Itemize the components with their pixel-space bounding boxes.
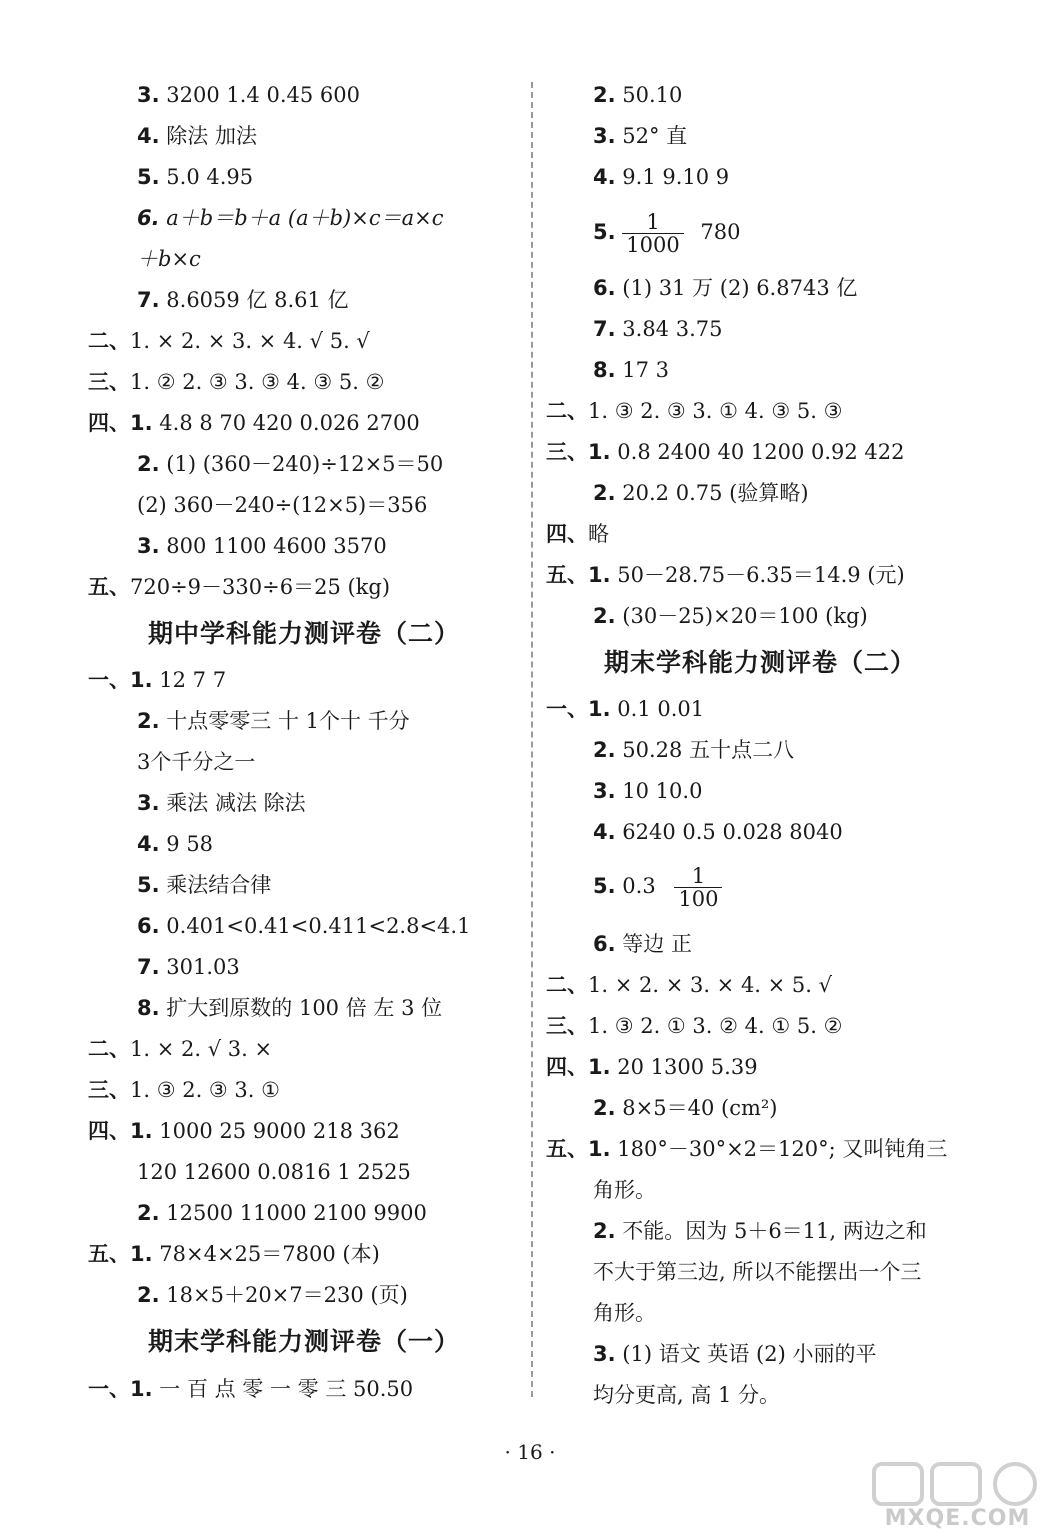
answer-line: 5. 0.3 $\frac{1}{100}$	[593, 860, 722, 912]
answer-line: 2. 50.10	[593, 83, 683, 107]
answer-line: 五、1. 78×4×25＝7800 (本)	[88, 1242, 380, 1266]
answer-line: 四、略	[546, 522, 609, 546]
answer-line: 4. 9 58	[137, 832, 214, 856]
answer-line: 四、1. 20 1300 5.39	[546, 1055, 758, 1079]
answer-line: 4. 除法 加法	[137, 124, 257, 148]
answer-line: 四、1. 1000 25 9000 218 362	[88, 1119, 400, 1143]
answer-line: 3. 10 10.0	[593, 779, 703, 803]
answer-line: 2. 不能。因为 5＋6＝11, 两边之和	[593, 1219, 927, 1243]
answer-line: 7. 3.84 3.75	[593, 317, 723, 341]
answer-line: 3. 52° 直	[593, 124, 688, 148]
answer-line: 2. 18×5＋20×7＝230 (页)	[137, 1283, 408, 1307]
answer-line: 3. 800 1100 4600 3570	[137, 534, 387, 558]
answer-line: 二、1. × 2. × 3. × 4. √ 5. √	[88, 329, 370, 353]
answer-line: 6. a＋b＝b＋a (a＋b)×c＝a×c	[137, 206, 444, 230]
watermark-logo	[870, 1460, 1045, 1530]
answer-line: 2. 12500 11000 2100 9900	[137, 1201, 427, 1225]
answer-line: 2. 50.28 五十点二八	[593, 738, 795, 762]
answer-line: 三、1. ② 2. ③ 3. ③ 4. ③ 5. ②	[88, 370, 385, 394]
watermark-text: MXQE.COM	[884, 1506, 1031, 1531]
answer-line: 五、1. 180°－30°×2＝120°; 又叫钝角三	[546, 1137, 948, 1161]
answer-line: 一、1. 0.1 0.01	[546, 697, 705, 721]
answer-line: 角形。	[593, 1178, 656, 1202]
answer-line: 8. 17 3	[593, 358, 670, 382]
answer-line: 7. 301.03	[137, 955, 240, 979]
answer-line: 四、1. 4.8 8 70 420 0.026 2700	[88, 411, 420, 435]
page-number: · 16 ·	[504, 1440, 556, 1464]
answer-line: 2. 20.2 0.75 (验算略)	[593, 481, 809, 505]
section-heading: 期中学科能力测评卷（二）	[148, 619, 461, 648]
answer-line: 二、1. × 2. √ 3. ×	[88, 1037, 273, 1061]
column-divider	[531, 82, 533, 1397]
answer-line: 6. (1) 31 万 (2) 6.8743 亿	[593, 276, 858, 300]
answer-line: 一、1. 一 百 点 零 一 零 三 50.50	[88, 1377, 414, 1401]
answer-line: 120 12600 0.0816 1 2525	[137, 1160, 411, 1184]
answer-line: 3. (1) 语文 英语 (2) 小丽的平	[593, 1342, 877, 1366]
answer-line: 一、1. 12 7 7	[88, 668, 227, 692]
answer-line: 二、1. ③ 2. ③ 3. ① 4. ③ 5. ③	[546, 399, 843, 423]
answer-line: 4. 6240 0.5 0.028 8040	[593, 820, 843, 844]
answer-line: 7. 8.6059 亿 8.61 亿	[137, 288, 349, 312]
answer-line: 5. 5.0 4.95	[137, 165, 254, 189]
watermark-icon	[870, 1460, 1045, 1508]
answer-line: 5. $\frac{1}{1000}$ 780	[593, 210, 741, 257]
answer-line: 5. 乘法结合律	[137, 873, 272, 897]
answer-line: 角形。	[593, 1301, 656, 1325]
answer-line: 6. 0.401<0.41<0.411<2.8<4.1	[137, 914, 471, 938]
section-heading: 期末学科能力测评卷（二）	[604, 648, 917, 677]
answer-line: 4. 9.1 9.10 9	[593, 165, 730, 189]
answer-line: 3. 3200 1.4 0.45 600	[137, 83, 360, 107]
answer-line: 均分更高, 高 1 分。	[593, 1383, 781, 1407]
answer-line: 不大于第三边, 所以不能摆出一个三	[593, 1260, 922, 1284]
answer-line: (2) 360－240÷(12×5)＝356	[137, 493, 428, 517]
answer-line: 三、1. ③ 2. ③ 3. ①	[88, 1078, 280, 1102]
answer-line: 2. 十点零零三 十 1个十 千分	[137, 709, 410, 733]
answer-line: 2. (30－25)×20＝100 (kg)	[593, 604, 868, 628]
answer-line: 2. (1) (360－240)÷12×5＝50	[137, 452, 444, 476]
fraction: $\frac{1}{100}$	[674, 865, 722, 910]
answer-line: 6. 等边 正	[593, 932, 692, 956]
answer-line: 五、1. 50－28.75－6.35＝14.9 (元)	[546, 563, 905, 587]
answer-line: 二、1. × 2. × 3. × 4. × 5. √	[546, 973, 833, 997]
answer-line: 三、1. ③ 2. ① 3. ② 4. ① 5. ②	[546, 1014, 843, 1038]
fraction: $\frac{1}{1000}$	[622, 211, 683, 256]
answer-line: ＋b×c	[137, 247, 201, 271]
answer-line: 2. 8×5＝40 (cm²)	[593, 1096, 778, 1120]
answer-line: 3个千分之一	[137, 750, 256, 774]
answer-line: 五、720÷9－330÷6＝25 (kg)	[88, 575, 391, 599]
section-heading: 期末学科能力测评卷（一）	[148, 1327, 461, 1356]
answer-line: 三、1. 0.8 2400 40 1200 0.92 422	[546, 440, 905, 464]
answer-line: 8. 扩大到原数的 100 倍 左 3 位	[137, 996, 443, 1020]
answer-line: 3. 乘法 减法 除法	[137, 791, 306, 815]
